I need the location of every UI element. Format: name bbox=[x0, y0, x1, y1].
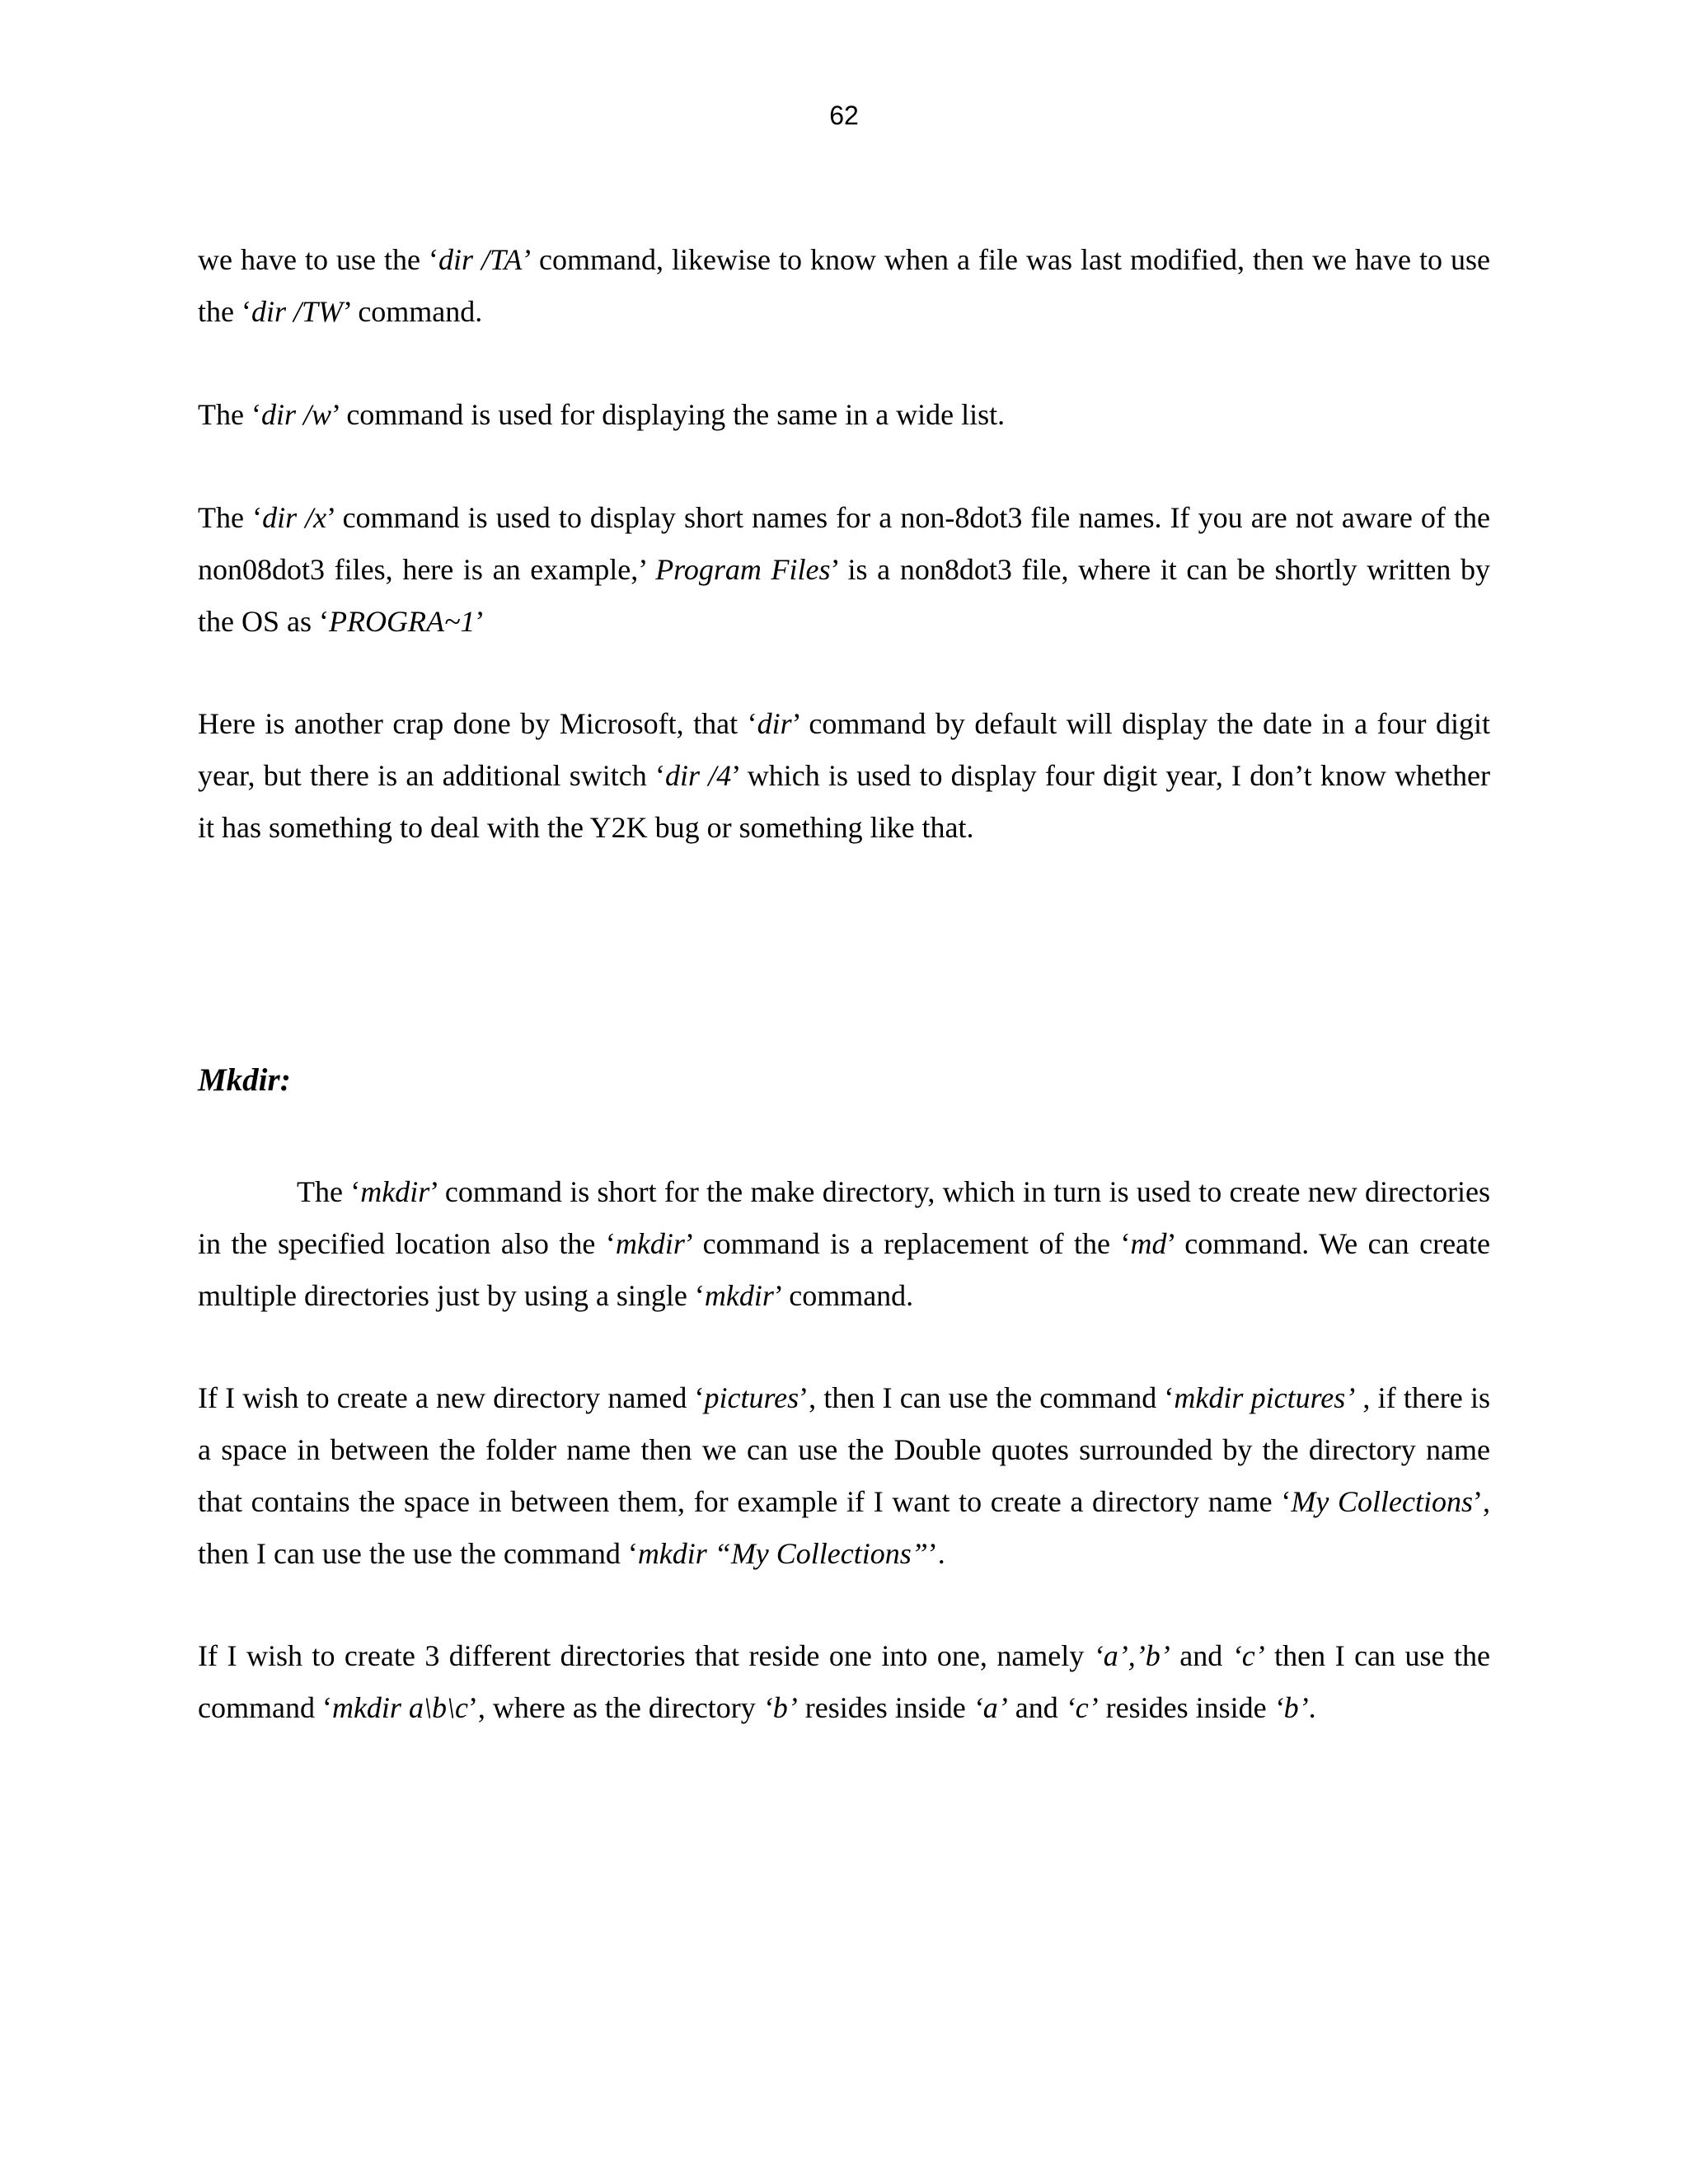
command-dir: dir bbox=[757, 707, 792, 740]
example-c: ‘c’ bbox=[1065, 1691, 1099, 1724]
text-run: ’ command is short for the make directory, which in turn is used to create new directories in the specified location also the ‘ bbox=[198, 1175, 1490, 1260]
text-run: we have to use the ‘ bbox=[198, 243, 438, 276]
command-dir-tw: dir /TW bbox=[251, 295, 343, 328]
paragraph-mkdir-nested bbox=[198, 1630, 1490, 1734]
text-run: ’, then I can use the use the command ‘ bbox=[198, 1485, 1490, 1570]
text-run: If I wish to create 3 different directories that reside one into one, namely bbox=[198, 1639, 1094, 1672]
command-mkdir: mkdir bbox=[615, 1227, 685, 1260]
command-mkdir-nested: mkdir a\b\c bbox=[331, 1691, 468, 1724]
paragraph-mkdir-pictures bbox=[198, 1372, 1490, 1580]
text-run: ’, then I can use the command ‘ bbox=[799, 1381, 1175, 1414]
example-my-collections: My Collections bbox=[1291, 1485, 1473, 1518]
text-run: ’. bbox=[927, 1537, 945, 1570]
paragraph-dir-w bbox=[198, 389, 1490, 441]
command-dir-ta: dir /TA’ bbox=[438, 243, 532, 276]
command-md: md bbox=[1130, 1227, 1167, 1260]
text-run: ’ bbox=[475, 605, 485, 638]
command-mkdir: mkdir bbox=[360, 1175, 430, 1208]
example-a: ‘a’ bbox=[973, 1691, 1008, 1724]
command-dir-4: dir /4 bbox=[664, 759, 732, 792]
text-run: ’, where as the directory bbox=[467, 1691, 763, 1724]
text-run: If I wish to create a new directory named ‘ bbox=[198, 1381, 705, 1414]
example-progra-1: PROGRA~1 bbox=[328, 605, 476, 638]
text-run: ’ command. We can create multiple directories just by using a single ‘ bbox=[198, 1227, 1491, 1312]
paragraph-mkdir-intro bbox=[198, 1166, 1490, 1322]
text-run: ’ command. bbox=[343, 295, 483, 328]
text-run: ’ command is a replacement of the ‘ bbox=[684, 1227, 1131, 1260]
text-run: ’ command is used for displaying the same in a wide list. bbox=[331, 398, 1006, 431]
paragraph-dir-ta-tw bbox=[198, 234, 1490, 338]
paragraph-dir-x bbox=[198, 492, 1490, 648]
text-run: command, likewise to know when a file was last modified, then we have to use the ‘ bbox=[198, 243, 1490, 328]
text-run: ’ command by default will display the date in a four digit year, but there is an additional switch ‘ bbox=[198, 707, 1491, 792]
text-run: Here is another crap done by Microsoft, that ‘ bbox=[198, 707, 757, 740]
paragraph-dir-4 bbox=[198, 698, 1490, 854]
example-b: ‘b’ bbox=[1273, 1691, 1309, 1724]
example-pictures: pictures bbox=[704, 1381, 799, 1414]
command-dir-w: dir /w bbox=[260, 398, 331, 431]
command-mkdir-pictures: mkdir pictures’ bbox=[1174, 1381, 1356, 1414]
text-run: The ‘ bbox=[198, 501, 263, 534]
text-run: ’ command is used to display short names for a non-8dot3 file names. If you are not aware of the non08dot3 files, here is an example,’ bbox=[198, 501, 1490, 586]
text-run: The ‘ bbox=[198, 398, 261, 431]
page-number: 62 bbox=[829, 101, 859, 130]
text-run: resides inside bbox=[1098, 1691, 1274, 1724]
text-run: . bbox=[1308, 1691, 1316, 1724]
section-heading-mkdir: Mkdir: bbox=[198, 1062, 291, 1098]
text-run: then I can use the command ‘ bbox=[198, 1639, 1491, 1724]
text-run: The ‘ bbox=[297, 1175, 361, 1208]
text-run: , if there is a space in between the folder name then we can use the Double quotes surrounded by the directory name that contains the space in between them, for example if I want to create a directory name ‘ bbox=[198, 1381, 1490, 1518]
text-run: ’ is a non8dot3 file, where it can be shortly written by the OS as ‘ bbox=[198, 553, 1490, 638]
command-mkdir: mkdir bbox=[704, 1279, 774, 1312]
text-run: ’ which is used to display four digit year, I don’t know whether it has something to deal with the Y2K bug or something like that. bbox=[198, 759, 1491, 844]
text-run: ’ command. bbox=[773, 1279, 914, 1312]
text-run: and bbox=[1007, 1691, 1066, 1724]
example-b: ‘b’ bbox=[762, 1691, 798, 1724]
command-dir-x: dir /x bbox=[262, 501, 327, 534]
text-run: resides inside bbox=[797, 1691, 973, 1724]
example-a-b: ‘a’,’b’ bbox=[1093, 1639, 1170, 1672]
text-run: and bbox=[1170, 1639, 1232, 1672]
command-mkdir-my-collections: mkdir “My Collections” bbox=[637, 1537, 928, 1570]
example-program-files: Program Files bbox=[655, 553, 831, 586]
example-c: ‘c’ bbox=[1231, 1639, 1265, 1672]
